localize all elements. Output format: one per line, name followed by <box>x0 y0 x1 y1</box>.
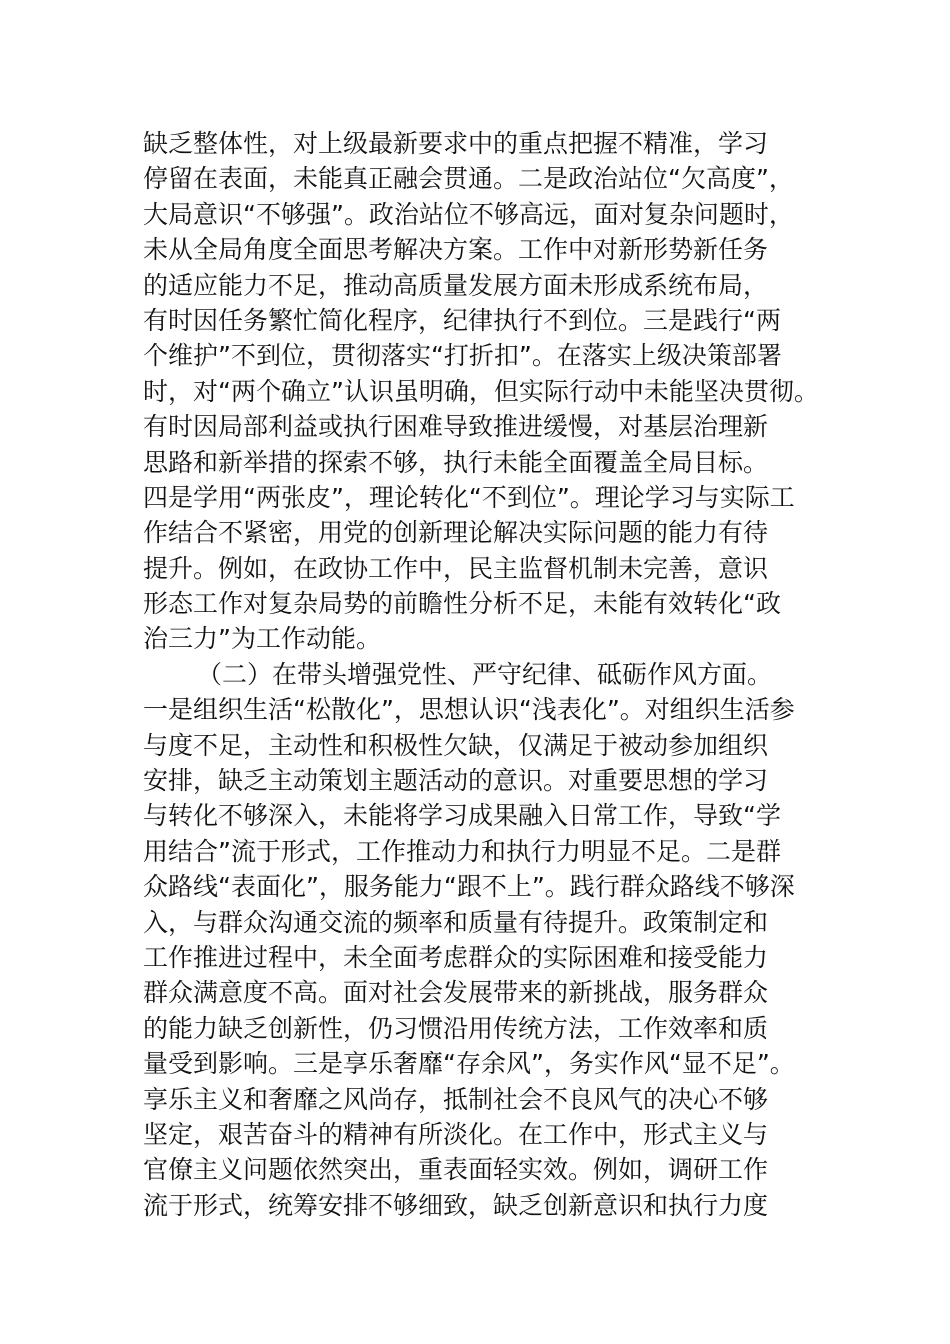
section-heading: （二）在带头增强党性、严守纪律、砥砺作风方面。 <box>197 659 773 689</box>
text-line: 缺乏整体性，对上级最新要求中的重点把握不精准，学习 <box>143 129 769 158</box>
text-line: 时，对“两个确立”认识虽明确，但实际行动中未能坚决贯彻。 <box>143 376 819 406</box>
text-line: 的适应能力不足，推动高质量发展方面未形成系统布局， <box>143 270 769 300</box>
text-line: 安排，缺乏主动策划主题活动的意识。对重要思想的学习 <box>143 766 769 796</box>
text-line: 工作推进过程中，未全面考虑群众的实际困难和接受能力 <box>143 942 769 972</box>
text-line: 个维护”不到位，贯彻落实“打折扣”。在落实上级决策部署 <box>143 341 782 371</box>
text-line: 与度不足，主动性和积极性欠缺，仅满足于被动参加组织 <box>143 730 769 760</box>
text-line: 停留在表面，未能真正融会贯通。二是政治站位“欠高度”， <box>143 164 794 194</box>
text-line: 众路线“表面化”，服务能力“跟不上”。践行群众路线不够深 <box>143 872 795 902</box>
text-line: 坚定，艰苦奋斗的精神有所淡化。在工作中，形式主义与 <box>143 1119 769 1149</box>
text-line: 有时因局部利益或执行困难导致推进缓慢，对基层治理新 <box>143 412 769 442</box>
body-text <box>143 126 819 1223</box>
text-line: 形态工作对复杂局势的前瞻性分析不足，未能有效转化“政 <box>143 589 781 619</box>
text-line: 四是学用“两张皮”，理论转化“不到位”。理论学习与实际工 <box>143 482 795 512</box>
text-line: 流于形式，统筹安排不够细致，缺乏创新意识和执行力度 <box>143 1190 769 1220</box>
text-line: 群众满意度不高。面对社会发展带来的新挑战，服务群众 <box>143 978 769 1008</box>
text-line: 大局意识“不够强”。政治站位不够高远，面对复杂问题时， <box>143 199 794 229</box>
text-line: 有时因任务繁忙简化程序，纪律执行不到位。三是践行“两 <box>143 305 781 335</box>
text-line: 未从全局角度全面思考解决方案。工作中对新形势新任务 <box>143 235 769 265</box>
text-line: 治三力”为工作动能。 <box>143 624 381 654</box>
text-line: 作结合不紧密，用党的创新理论解决实际问题的能力有待 <box>143 518 769 548</box>
text-line: 思路和新举措的探索不够，执行未能全面覆盖全局目标。 <box>143 447 769 477</box>
text-line: 享乐主义和奢靡之风尚存，抵制社会不良风气的决心不够 <box>143 1084 769 1114</box>
text-line: 的能力缺乏创新性，仍习惯沿用传统方法，工作效率和质 <box>143 1013 769 1043</box>
text-line: 与转化不够深入，未能将学习成果融入日常工作，导致“学 <box>143 801 781 831</box>
text-line: 用结合”流于形式，工作推动力和执行力明显不足。二是群 <box>143 836 781 866</box>
text-line: 一是组织生活“松散化”，思想认识“浅表化”。对组织生活参 <box>143 695 795 725</box>
text-line: 入，与群众沟通交流的频率和质量有待提升。政策制定和 <box>143 907 769 937</box>
text-line: 量受到影响。三是享乐奢靡“存余风”，务实作风“显不足”。 <box>143 1049 795 1079</box>
text-line: 官僚主义问题依然突出，重表面轻实效。例如，调研工作 <box>143 1155 769 1185</box>
text-line: 提升。例如，在政协工作中，民主监督机制未完善，意识 <box>143 553 769 583</box>
